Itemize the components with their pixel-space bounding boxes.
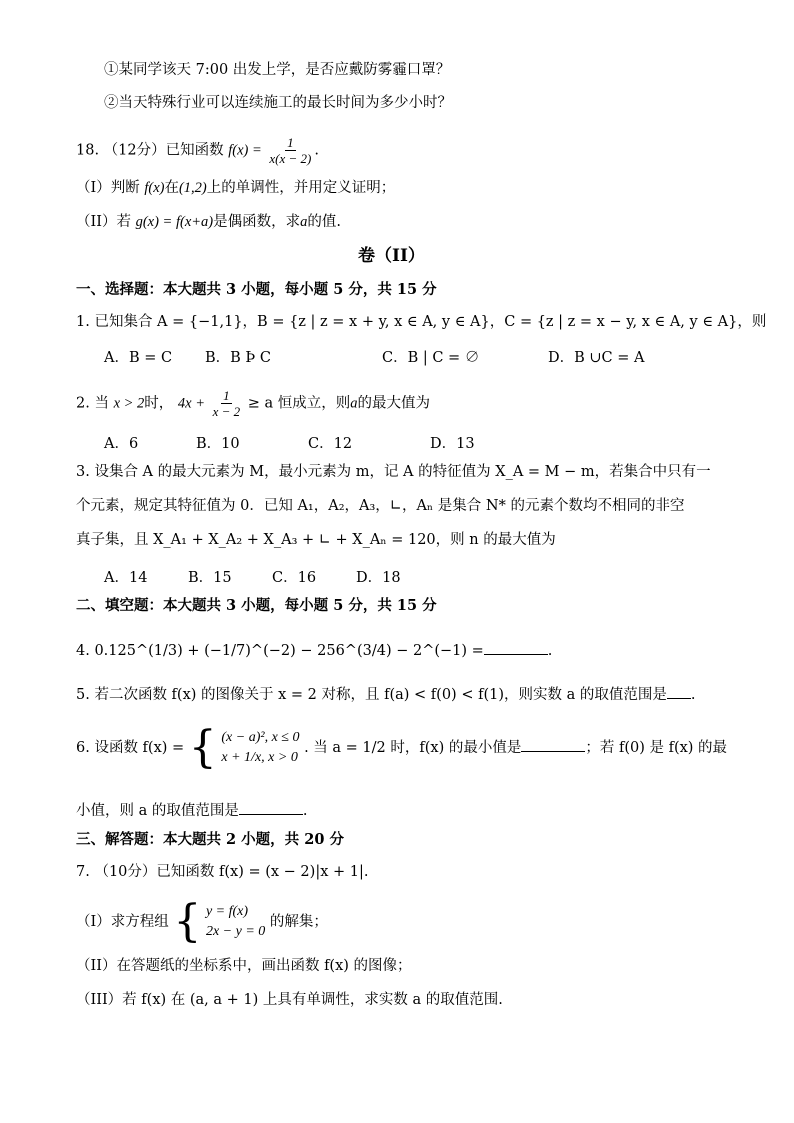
q6-stem bbox=[76, 722, 728, 773]
q2-stem bbox=[76, 388, 430, 419]
q2-expr: 4x + bbox=[177, 395, 206, 412]
q6-line2-text: 小值，则 a 的取值范围是 bbox=[76, 803, 239, 819]
q18-p2-eq: g(x) = f(x+a) bbox=[135, 214, 214, 230]
q17-sub-1: ①某同学该天 7:00 出发上学，是否应戴防雾霾口罩？ bbox=[104, 62, 451, 78]
q3-option-a: A．14 bbox=[104, 570, 148, 586]
q7-head: 7. （10分）已知函数 f(x) = (x − 2)|x + 1|. bbox=[76, 864, 369, 880]
q7-eq-2: 2x − y = 0 bbox=[205, 924, 266, 939]
q3-line-1: 3. 设集合 A 的最大元素为 M，最小元素为 m，记 A 的特征值为 X_A = M − m，若集合中只有一 bbox=[76, 464, 711, 480]
q1-option-b: B．B Þ C bbox=[205, 350, 271, 366]
q6-cases bbox=[221, 728, 299, 768]
q4-text: 4. 0.125^(1/3) + (−1/7)^(−2) − 256^(3/4) − 2^(−1) = . bbox=[76, 640, 552, 661]
q7-brace: { bbox=[173, 896, 202, 947]
q2-tail: ≥ a 恒成立，则 bbox=[247, 395, 351, 412]
q7-part-1 bbox=[76, 896, 328, 947]
q18-p2-label: （II）若 bbox=[76, 214, 131, 230]
q18-fraction bbox=[267, 135, 313, 166]
q5-expr: 5. 若二次函数 f(x) 的图像关于 x = 2 对称，且 f(a) < f(0) < f(1)，则实数 a 的取值范围是 bbox=[76, 687, 667, 703]
q6-answer-blank-2[interactable] bbox=[239, 800, 303, 815]
q18-p1-tail: 上的单调性，并用定义证明； bbox=[206, 180, 396, 196]
q18-p1-fx: f(x) bbox=[144, 180, 165, 196]
q7-p1-tail: 的解集； bbox=[269, 914, 328, 930]
q6-answer-blank-1[interactable] bbox=[521, 737, 585, 752]
q1-option-d: D．B ∪C = A bbox=[548, 350, 645, 366]
q17-sub-2: ②当天特殊行业可以连续施工的最长时间为多少小时？ bbox=[104, 95, 452, 111]
q18-p2-a: a bbox=[300, 214, 308, 230]
q7-eq-1: y = f(x) bbox=[205, 904, 249, 919]
q6-mid: . 当 a = 1/2 时，f(x) 的最小值是 bbox=[304, 740, 522, 756]
q18-fx: f(x) = bbox=[228, 142, 262, 159]
q6-case-1: (x − a)², x ≤ 0 bbox=[221, 730, 300, 745]
q18-part-1 bbox=[76, 178, 395, 198]
q2-fraction bbox=[211, 388, 243, 419]
q2-option-b: B．10 bbox=[196, 436, 240, 452]
q6-brace: { bbox=[188, 722, 217, 773]
q18-p1-interval: (1,2) bbox=[178, 180, 207, 196]
q5-answer-blank[interactable] bbox=[667, 684, 691, 699]
q6-line-2: 小值，则 a 的取值范围是 . bbox=[76, 800, 307, 821]
q2-option-c: C．12 bbox=[308, 436, 353, 452]
q3-option-c: C．16 bbox=[272, 570, 317, 586]
q6-case-2: x + 1/x, x > 0 bbox=[221, 750, 298, 765]
q18-p2-tail: 是偶函数，求 bbox=[213, 214, 301, 230]
q7-part-2: （II）在答题纸的坐标系中，画出函数 f(x) 的图像； bbox=[76, 958, 412, 974]
q18-p2-end: 的值. bbox=[307, 214, 341, 230]
q2-cond: x > 2 bbox=[113, 395, 145, 412]
q7-p1-pre: （I）求方程组 bbox=[76, 914, 169, 930]
q3-line-2: 个元素，规定其特征值为 0．已知 A₁，A₂，A₃，∟，Aₙ 是集合 N* 的元素个数均不相同的非空 bbox=[76, 498, 685, 514]
q5-text: 5. 若二次函数 f(x) 的图像关于 x = 2 对称，且 f(a) < f(0) < f(1)，则实数 a 的取值范围是 . bbox=[76, 684, 695, 705]
q1-text: 1. 已知集合 A = {−1,1}，B = {z | z = x + y, x ∈ A, y ∈ A}，C = {z | z = x − y, x ∈ A, y ∈ A}，则 bbox=[76, 314, 767, 330]
q2-den: x − 2 bbox=[212, 404, 241, 419]
q7-system bbox=[206, 902, 265, 942]
q18-p1-mid: 在 bbox=[164, 180, 179, 196]
q18-den: x(x − 2) bbox=[269, 151, 312, 166]
q2-end: 的最大值为 bbox=[357, 395, 431, 412]
q2-num: 1 bbox=[223, 388, 230, 403]
part1-heading: 一、选择题：本大题共 3 小题，每小题 5 分，共 15 分 bbox=[76, 281, 437, 298]
q1-option-c: C．B | C = ∅ bbox=[382, 350, 480, 366]
q2-option-a: A．6 bbox=[104, 436, 139, 452]
q18-part-2 bbox=[76, 212, 341, 232]
q7-part-3: （III）若 f(x) 在 (a, a + 1) 上具有单调性，求实数 a 的取值范围. bbox=[76, 992, 503, 1008]
q2-mid: 时， bbox=[144, 395, 174, 412]
q6-pre: 6. 设函数 f(x) = bbox=[76, 740, 185, 756]
q3-option-b: B．15 bbox=[188, 570, 232, 586]
q2-pre: 2. 当 bbox=[76, 395, 109, 412]
q18-head: 18. （12分）已知函数 bbox=[76, 142, 224, 159]
q3-option-d: D．18 bbox=[356, 570, 401, 586]
q3-line-3: 真子集，且 X_A₁ + X_A₂ + X_A₃ + ∟ + X_Aₙ = 120，则 n 的最大值为 bbox=[76, 532, 556, 548]
q18-num: 1 bbox=[287, 135, 294, 150]
q4-expr: 4. 0.125^(1/3) + (−1/7)^(−2) − 256^(3/4) − 2^(−1) = bbox=[76, 643, 484, 659]
q18-p1-label: （I）判断 bbox=[76, 180, 140, 196]
q6-tail: ；若 f(0) 是 f(x) 的最 bbox=[585, 740, 728, 756]
q1-option-a: A．B = C bbox=[104, 350, 173, 366]
q2-option-d: D．13 bbox=[430, 436, 475, 452]
q18-stem: 18. （12分）已知函数 f(x) = $\frac{1}{x(x - 2)}$ . bbox=[76, 135, 319, 166]
q4-answer-blank[interactable] bbox=[484, 640, 548, 655]
q2-a: a bbox=[350, 395, 358, 412]
part2-heading: 二、填空题：本大题共 3 小题，每小题 5 分，共 15 分 bbox=[76, 597, 437, 614]
part3-heading: 三、解答题：本大题共 2 小题，共 20 分 bbox=[76, 831, 344, 848]
section-title: 卷（II） bbox=[358, 246, 425, 266]
